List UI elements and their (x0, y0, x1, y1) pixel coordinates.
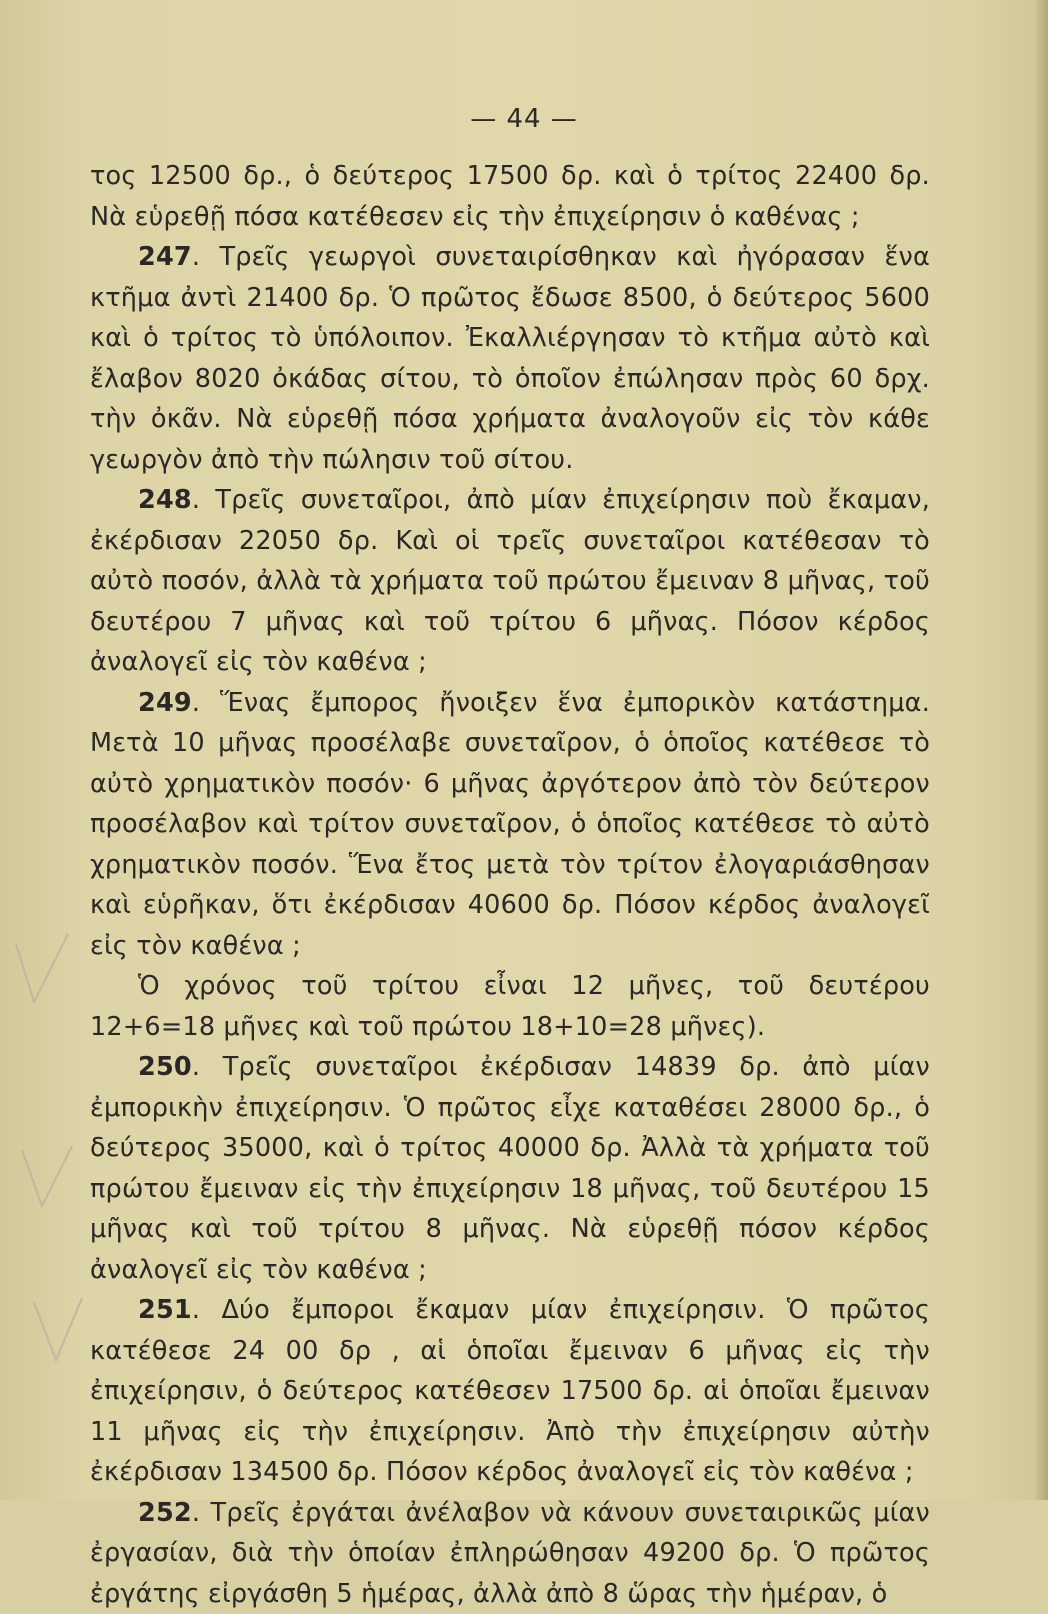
page-body (90, 156, 930, 1614)
problem-text: . Τρεῖς ἐργάται ἀνέλαβον νὰ κάνουν συνεταιρικῶς μίαν ἐργασίαν, διὰ τὴν ὁποίαν ἐπληρώθησαν 49200 δρ. Ὁ πρῶτος ἐργάτης εἰργάσθη 5 ἡμέρας, ἀλλὰ ἀπὸ 8 ὥρας τὴν ἡμέραν, ὁ (90, 1498, 930, 1609)
problem-number: 248 (138, 485, 192, 515)
problem-248 (90, 480, 930, 683)
pencil-check-mark-2 (18, 1140, 78, 1220)
note-text: Ὁ χρόνος τοῦ τρίτου εἶναι 12 μῆνες, τοῦ δευτέρου 12+6=18 μῆνες καὶ τοῦ πρώτου 18+10=28 μῆνες). (90, 971, 930, 1042)
problem-number: 251 (138, 1295, 192, 1325)
problem-text: . Δύο ἔμποροι ἔκαμαν μίαν ἐπιχείρησιν. Ὁ πρῶτος κατέθεσε 24 00 δρ , αἱ ὁποῖαι ἔμειναν 6 μῆνας εἰς τὴν ἐπιχείρησιν, ὁ δεύτερος κατέθεσεν 17500 δρ. αἱ ὁποῖαι ἔμειναν 11 μῆνας εἰς τὴν ἐπιχείρησιν. Ἀπὸ τὴν ἐπιχείρησιν αὐτὴν ἐκέρδισαν 134500 δρ. Πόσον κέρδος ἀναλογεῖ εἰς τὸν καθένα ; (90, 1295, 930, 1487)
pencil-check-mark-3 (30, 1290, 90, 1370)
problem-number: 252 (138, 1498, 192, 1528)
problem-text: . Ἕνας ἔμπορος ἤνοιξεν ἕνα ἐμπορικὸν κατάστημα. Μετὰ 10 μῆνας προσέλαβε συνεταῖρον, ὁ ὁποῖος κατέθεσε τὸ αὐτὸ χρηματικὸν ποσόν· 6 μῆνας ἀργότερον ἀπὸ τὸν δεύτερον προσέλαβον καὶ τρίτον συνεταῖρον, ὁ ὁποῖος κατέθεσε τὸ αὐτὸ χρηματικὸν ποσόν. Ἕνα ἔτος μετὰ τὸν τρίτον ἐλογαριάσθησαν καὶ εὑρῆκαν, ὅτι ἐκέρδισαν 40600 δρ. Πόσον κέρδος ἀναλογεῖ εἰς τὸν καθένα ; (90, 688, 930, 961)
problem-number: 249 (138, 688, 192, 718)
page-number: — 44 — (0, 104, 1048, 134)
problem-number: 250 (138, 1052, 192, 1082)
pencil-check-mark-1 (12, 930, 72, 1010)
problem-250 (90, 1047, 930, 1290)
problem-252 (90, 1493, 930, 1614)
page-edge-shadow (1034, 0, 1048, 1500)
paragraph-continuation (90, 156, 930, 237)
problem-text: . Τρεῖς συνεταῖροι ἐκέρδισαν 14839 δρ. ἀπὸ μίαν ἐμπορικὴν ἐπιχείρησιν. Ὁ πρῶτος εἶχε καταθέσει 28000 δρ., ὁ δεύτερος 35000, καὶ ὁ τρίτος 40000 δρ. Ἀλλὰ τὰ χρήματα τοῦ πρώτου ἔμειναν εἰς τὴν ἐπιχείρησιν 18 μῆνας, τοῦ δευτέρου 15 μῆνας καὶ τοῦ τρίτου 8 μῆνας. Νὰ εὑρεθῇ πόσον κέρδος ἀναλογεῖ εἰς τὸν καθένα ; (90, 1052, 930, 1285)
problem-247 (90, 237, 930, 480)
problem-249 (90, 683, 930, 967)
problem-number: 247 (138, 242, 192, 272)
note-249 (90, 966, 930, 1047)
problem-text: . Τρεῖς συνεταῖροι, ἀπὸ μίαν ἐπιχείρησιν ποὺ ἔκαμαν, ἐκέρδισαν 22050 δρ. Καὶ οἱ τρεῖς συνεταῖροι κατέθεσαν τὸ αὐτὸ ποσόν, ἀλλὰ τὰ χρήματα τοῦ πρώτου ἔμειναν 8 μῆνας, τοῦ δευτέρου 7 μῆνας καὶ τοῦ τρίτου 6 μῆνας. Πόσον κέρδος ἀναλογεῖ εἰς τὸν καθένα ; (90, 485, 930, 677)
paragraph-text: τος 12500 δρ., ὁ δεύτερος 17500 δρ. καὶ ὁ τρίτος 22400 δρ. Νὰ εὑρεθῇ πόσα κατέθεσεν εἰς τὴν ἐπιχείρησιν ὁ καθένας ; (90, 161, 930, 232)
problem-251 (90, 1290, 930, 1493)
problem-text: . Τρεῖς γεωργοὶ συνεταιρίσθηκαν καὶ ἠγόρασαν ἕνα κτῆμα ἀντὶ 21400 δρ. Ὁ πρῶτος ἔδωσε 8500, ὁ δεύτερος 5600 καὶ ὁ τρίτος τὸ ὑπόλοιπον. Ἐκαλλιέργησαν τὸ κτῆμα αὐτὸ καὶ ἔλαβον 8020 ὀκάδας σίτου, τὸ ὁποῖον ἐπώλησαν πρὸς 60 δρχ. τὴν ὀκᾶν. Νὰ εὑρεθῇ πόσα χρήματα ἀναλογοῦν εἰς τὸν κάθε γεωργὸν ἀπὸ τὴν πώλησιν τοῦ σίτου. (90, 242, 930, 475)
